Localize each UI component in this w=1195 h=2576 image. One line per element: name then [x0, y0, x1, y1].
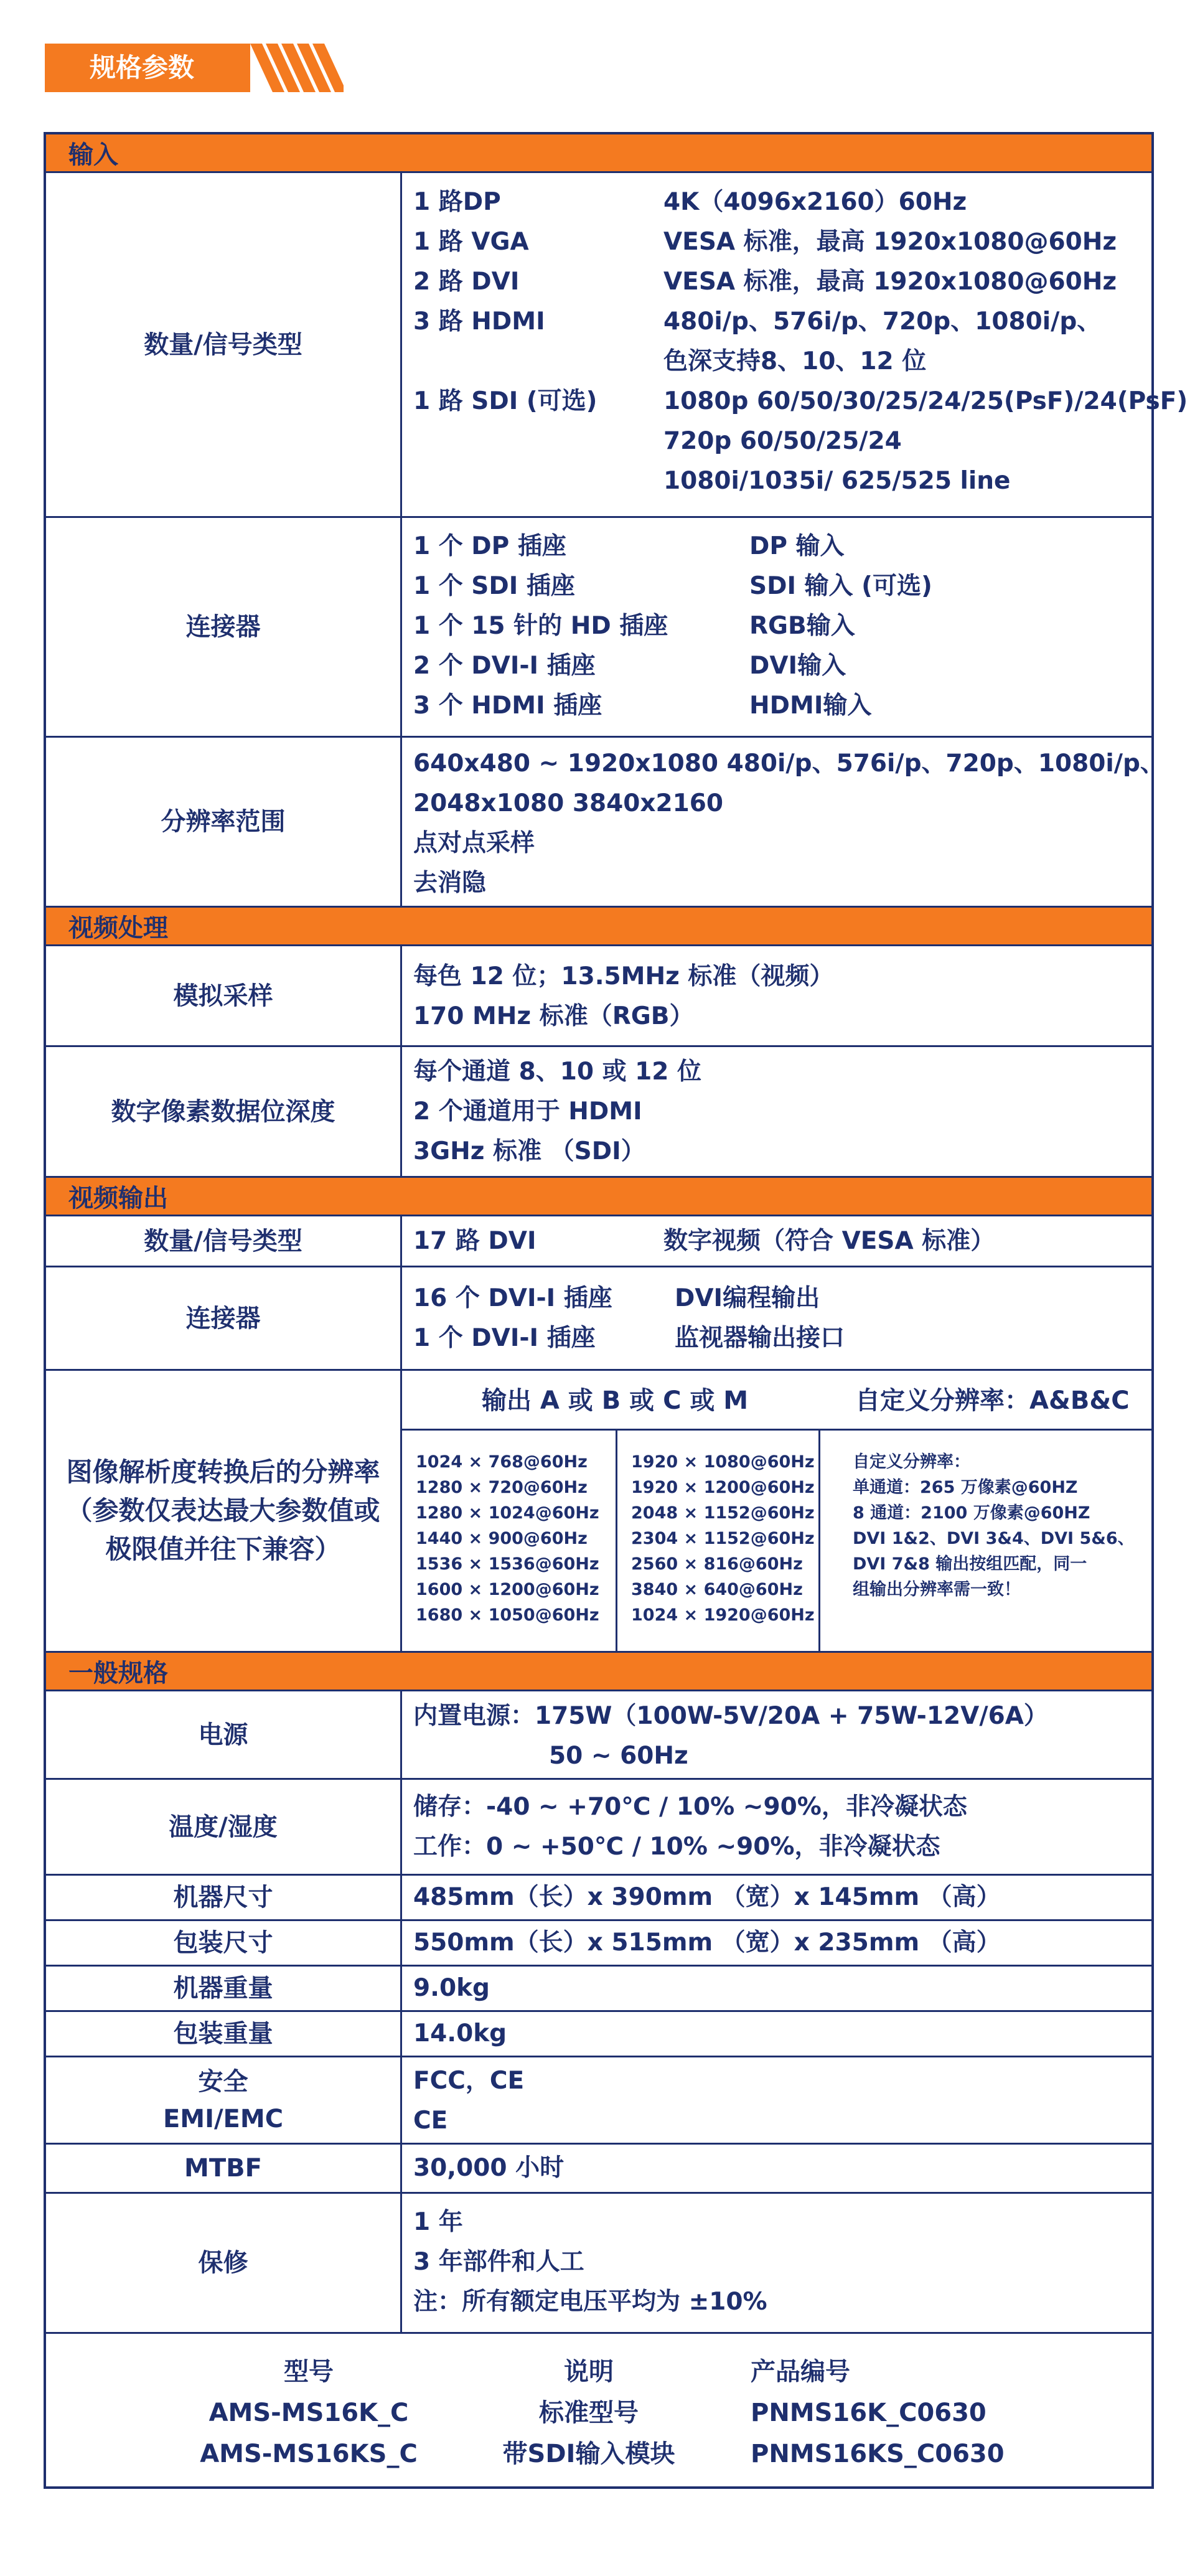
spec-table [44, 132, 1188, 2489]
row-temperature [46, 1780, 1151, 1876]
description-column: 说明 标准型号 带SDI输入模块 [502, 2357, 675, 2468]
row-value: 550mm（长）x 515mm （宽）x 235mm （高） [413, 1929, 1001, 1957]
row-machine-size [46, 1876, 1151, 1921]
row-label: 机器尺寸 [46, 1876, 402, 1919]
row-input-count [46, 173, 1188, 518]
custom-resolution-notes: 自定义分辨率： 单通道：265 万像素@60HZ 8 通道：2100 万像素@60HZ DVI 1&2、DVI 3&4、DVI 5&6、 DVI 7&8 输出按组匹配，同一 组输出分辨率需一致！ [853, 1452, 1135, 1599]
row-label: 分辨率范围 [46, 738, 402, 906]
scaler-header [402, 1371, 1151, 1431]
row-value: 内置电源：175W（100W-5V/20A + 75W-12V/6A） 50 ~ 60Hz [413, 1702, 1048, 1770]
row-label: 包装尺寸 [46, 1921, 402, 1965]
model-number-column: 型号 AMS-MS16K_C AMS-MS16KS_C [200, 2357, 418, 2468]
row-value: FCC，CE CE [413, 2067, 525, 2135]
row-output-connector [46, 1267, 1151, 1371]
row-package-size [46, 1921, 1151, 1967]
row-label: 图像解析度转换后的分辨率（参数仅表达最大参数值或极限值并往下兼容） [46, 1371, 402, 1651]
row-mtbf [46, 2145, 1151, 2194]
row-value: 17 路 DVI 数字视频（符合 VESA 标准） [413, 1227, 995, 1255]
custom-resolution-title: 自定义分辨率：A&B&C [855, 1386, 1130, 1415]
row-package-weight [46, 2012, 1151, 2057]
row-value: 14.0kg [413, 2019, 507, 2047]
row-value [402, 1371, 1151, 1651]
row-power [46, 1691, 1151, 1780]
row-value: 每色 12 位；13.5MHz 标准（视频） 170 MHz 标准（RGB） [413, 962, 834, 1030]
row-label: 数量/信号类型 [46, 1216, 402, 1266]
row-value: 每个通道 8、10 或 12 位 2 个通道用于 HDMI 3GHz 标准 （SDI） [413, 1058, 701, 1165]
row-digital-depth [46, 1047, 1151, 1178]
row-value: 1 路DP 4K（4096x2160）60Hz 1 路 VGA VESA 标准，最高 1920x1080@60Hz 2 路 DVI VESA 标准，最高 1920x1080@60Hz 3 路 HDMI 480i/p、576i/p、720p、1080i/p、 色深支持8、10、12 位 1 路 SDI (可选) 1080p 60/50/30/25/24/25(PsF)/24(PsF) 720p 60/50/25/24 1080i/1035i/ 625/525 line [413, 188, 1188, 495]
row-label: 数量/信号类型 [46, 173, 402, 516]
row-input-resolution [46, 738, 1165, 908]
row-value: 1 个 DP 插座 DP 输入 1 个 SDI 插座 SDI 输入 (可选) 1 个 15 针的 HD 插座 RGB输入 2 个 DVI-I 插座 DVI输入 3 个 HDMI 插座 HDMI输入 [413, 532, 932, 720]
spec-banner [45, 44, 344, 92]
section-output: 视频输出 [46, 1178, 1151, 1216]
row-machine-weight [46, 1967, 1151, 2012]
row-input-connector [46, 518, 1151, 738]
row-warranty [46, 2194, 1151, 2334]
row-label: 数字像素数据位深度 [46, 1047, 402, 1176]
row-safety [46, 2057, 1151, 2145]
row-analog-sampling [46, 946, 1151, 1047]
row-label: 保修 [46, 2194, 402, 2332]
stripes-decoration [45, 44, 344, 92]
row-value: 640x480 ~ 1920x1080 480i/p、576i/p、720p、1080i/p、 2048x1080 3840x2160 点对点采样 去消隐 [413, 750, 1165, 897]
resolution-column-2: 1920 × 1080@60Hz 1920 × 1200@60Hz 2048 × 1152@60Hz 2304 × 1152@60Hz 2560 × 816@60Hz 3840 × 640@60Hz 1024 × 1920@60Hz [617, 1431, 820, 1651]
row-output-count [46, 1216, 1151, 1267]
row-value: 储存：-40 ~ +70℃ / 10% ~90%，非冷凝状态 工作：0 ~ +50℃ / 10% ~90%，非冷凝状态 [413, 1793, 967, 1861]
row-value: 9.0kg [413, 1974, 490, 2002]
banner-title: 规格参数 [45, 44, 250, 92]
row-label: 模拟采样 [46, 946, 402, 1045]
output-modes: 输出 A 或 B 或 C 或 M [482, 1386, 749, 1415]
resolution-column-1: 1024 × 768@60Hz 1280 × 720@60Hz 1280 × 1024@60Hz 1440 × 900@60Hz 1536 × 1536@60Hz 1600 × 1200@60Hz 1680 × 1050@60Hz [402, 1431, 617, 1651]
row-label: 连接器 [46, 1267, 402, 1369]
product-code-column: 产品编号 PNMS16K_C0630 PNMS16KS_C0630 [751, 2357, 1005, 2468]
section-general: 一般规格 [46, 1653, 1151, 1691]
row-label: MTBF [46, 2145, 402, 2192]
row-value: 16 个 DVI-I 插座 DVI编程输出 1 个 DVI-I 插座 监视器输出接口 [413, 1284, 845, 1352]
model-table [46, 2334, 1151, 2486]
row-label: 安全 EMI/EMC [46, 2057, 402, 2143]
row-value: 1 年 3 年部件和人工 注：所有额定电压平均为 ±10% [413, 2208, 767, 2316]
section-input: 输入 [46, 134, 1151, 173]
row-value: 30,000 小时 [413, 2154, 565, 2182]
row-label: 包装重量 [46, 2012, 402, 2056]
row-label: 温度/湿度 [46, 1780, 402, 1874]
row-value: 485mm（长）x 390mm （宽）x 145mm （高） [413, 1883, 1001, 1911]
row-label: 机器重量 [46, 1967, 402, 2010]
section-processing: 视频处理 [46, 908, 1151, 946]
row-label: 连接器 [46, 518, 402, 736]
row-label: 电源 [46, 1691, 402, 1778]
row-output-scaler [46, 1371, 1151, 1653]
resolution-grid [402, 1431, 1151, 1651]
